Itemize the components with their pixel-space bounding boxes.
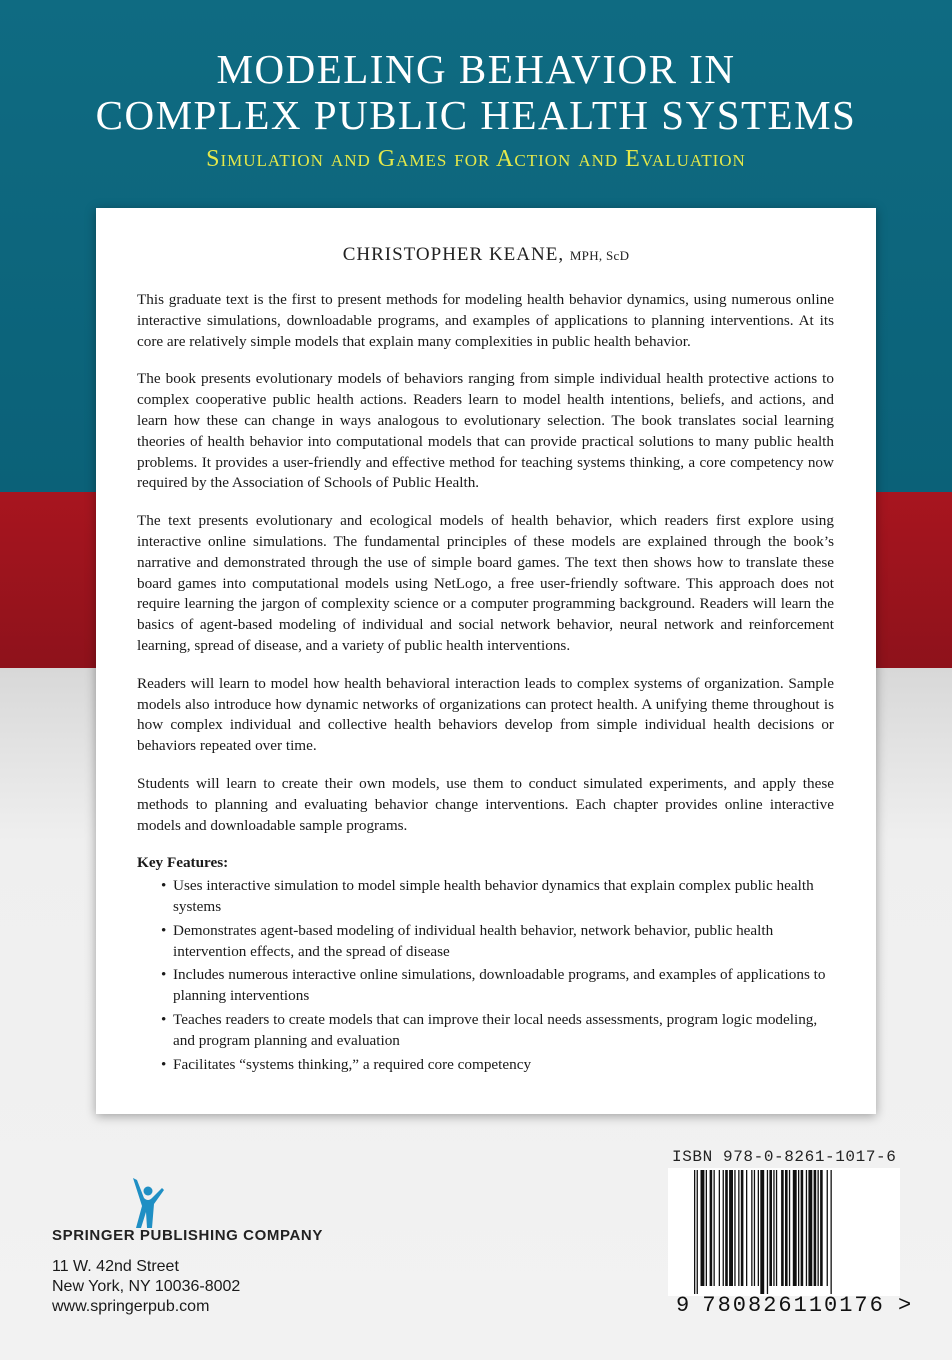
feature-text: Demonstrates agent-based modeling of individual health behavior, network behavior, public health intervention effects, and the spread of disease bbox=[173, 921, 774, 960]
barcode-bar bbox=[723, 1170, 724, 1286]
barcode-bar bbox=[697, 1170, 698, 1294]
barcode-bar bbox=[831, 1170, 832, 1294]
barcode-bar bbox=[725, 1170, 728, 1286]
barcode-bar bbox=[710, 1170, 713, 1286]
book-title-line-1: MODELING BEHAVIOR IN bbox=[216, 46, 736, 92]
springer-figure-logo-icon bbox=[128, 1178, 166, 1232]
barcode bbox=[668, 1168, 900, 1296]
author-name: CHRISTOPHER KEANE, bbox=[342, 244, 565, 265]
list-item bbox=[137, 1010, 834, 1052]
barcode-bars bbox=[694, 1170, 874, 1294]
barcode-bar bbox=[801, 1170, 804, 1286]
address-line-1: 11 W. 42nd Street bbox=[52, 1258, 179, 1275]
description-body bbox=[137, 290, 834, 1078]
list-item bbox=[137, 965, 834, 1007]
barcode-bar bbox=[734, 1170, 735, 1286]
barcode-bar bbox=[706, 1170, 707, 1286]
paragraph: Readers will learn to model how health behavioral interaction leads to complex systems of organization. Sample models also introduce how dynamic networks of organizations can protect health. A unifying theme throughout is how complex individual and collective health behaviors develop from simple individual health decisions or behaviors repeated over time. bbox=[137, 674, 834, 755]
barcode-bar bbox=[827, 1170, 828, 1286]
feature-text: Uses interactive simulation to model simple health behavior dynamics that explain complex public health systems bbox=[173, 877, 814, 915]
barcode-bar bbox=[806, 1170, 807, 1286]
barcode-bar bbox=[738, 1170, 739, 1286]
barcode-bar bbox=[769, 1170, 772, 1286]
barcode-bar bbox=[818, 1170, 819, 1286]
bullet-icon: • bbox=[161, 966, 167, 984]
book-subtitle: Simulation and Games for Action and Evaluation bbox=[206, 146, 746, 172]
barcode-bar bbox=[814, 1170, 817, 1286]
paragraph: This graduate text is the first to present methods for modeling health behavior dynamics, using numerous online interactive simulations, downloadable programs, and examples of applications to planning interventions. At its core are relatively simple models that explain many complexities in public health behavior. bbox=[137, 291, 834, 350]
barcode-bar bbox=[781, 1170, 784, 1286]
bullet-icon: • bbox=[161, 877, 167, 895]
barcode-bar bbox=[820, 1170, 823, 1286]
barcode-bar bbox=[754, 1170, 755, 1286]
feature-text: Includes numerous interactive online simulations, downloadable programs, and examples of applications to planning interventions bbox=[173, 966, 826, 1005]
bullet-icon: • bbox=[161, 1055, 167, 1073]
list-item bbox=[137, 876, 834, 918]
book-title-line-2: COMPLEX PUBLIC HEALTH SYSTEMS bbox=[95, 92, 857, 138]
paragraph: Students will learn to create their own models, use them to conduct simulated experiments, and apply these methods to planning and evaluating behavior change interventions. Each chapter provides online interactive models and downloadable sample programs. bbox=[137, 774, 834, 834]
barcode-bar bbox=[773, 1170, 774, 1286]
list-item bbox=[137, 1055, 834, 1076]
barcode-bar bbox=[714, 1170, 715, 1286]
barcode-bar bbox=[701, 1170, 705, 1286]
barcode-bar bbox=[789, 1170, 790, 1286]
publisher-address bbox=[52, 1257, 240, 1317]
author-degrees: MPH, ScD bbox=[569, 248, 630, 263]
bullet-icon: • bbox=[161, 921, 167, 939]
paragraph: The text presents evolutionary and ecological models of health behavior, which readers first explore using interactive online simulations. The fundamental principles of these models are explained through the book’s narrative and demonstrated through the use of simple board games. The text then shows how to translate these board games into computational models using NetLogo, a free user-friendly software. This approach does not require learning the jargon of complexity science or a computer programming background. Readers will learn the basics of agent-based modeling of individual and social network behavior, neural network and reinforcement learning, spread of disease, and a variety of public health interventions. bbox=[137, 512, 834, 654]
barcode-bar bbox=[808, 1170, 812, 1286]
barcode-bar bbox=[729, 1170, 733, 1286]
barcode-bar bbox=[741, 1170, 744, 1286]
barcode-bar bbox=[767, 1170, 768, 1294]
description-card bbox=[96, 208, 876, 1114]
barcode-bar bbox=[785, 1170, 788, 1286]
author-line bbox=[96, 244, 876, 266]
barcode-bar bbox=[798, 1170, 799, 1286]
key-features-list bbox=[137, 876, 834, 1075]
barcode-bar bbox=[694, 1170, 695, 1294]
list-item bbox=[137, 921, 834, 963]
barcode-bar bbox=[719, 1170, 720, 1286]
isbn-label: ISBN 978-0-8261-1017-6 bbox=[672, 1148, 897, 1166]
barcode-bar bbox=[760, 1170, 764, 1294]
barcode-first-digit: 9 bbox=[676, 1293, 690, 1318]
publisher-name: SPRINGER PUBLISHING COMPANY bbox=[52, 1227, 323, 1244]
paragraph: The book presents evolutionary models of behaviors ranging from simple individual health protective actions to complex cooperative public health actions. Readers learn to model health intentions, beliefs, and actions, and learn how these can change in ways analogous to evolutionary selection. The book translates social learning theories of health behavior into computational models that can provide practical solutions to many public health problems. It provides a user-friendly and effective method for teaching systems thinking, a core competency now required by the Association of Schools of Public Health. bbox=[137, 370, 834, 492]
barcode-digits: 780826110176 bbox=[702, 1293, 885, 1318]
address-line-2: New York, NY 10036-8002 bbox=[52, 1278, 241, 1295]
barcode-bar bbox=[793, 1170, 797, 1286]
barcode-arrow: > bbox=[898, 1293, 912, 1318]
publisher-website: www.springerpub.com bbox=[52, 1298, 210, 1315]
barcode-bar bbox=[746, 1170, 747, 1286]
bullet-icon: • bbox=[161, 1010, 167, 1028]
feature-text: Teaches readers to create models that can improve their local needs assessments, program logic modeling, and program planning and evaluation bbox=[173, 1010, 818, 1049]
key-features-heading: Key Features: bbox=[137, 854, 229, 872]
barcode-bar bbox=[776, 1170, 777, 1286]
barcode-number bbox=[676, 1293, 911, 1318]
barcode-bar bbox=[751, 1170, 752, 1286]
barcode-bar bbox=[758, 1170, 759, 1286]
feature-text: Facilitates “systems thinking,” a required core competency bbox=[173, 1055, 532, 1073]
